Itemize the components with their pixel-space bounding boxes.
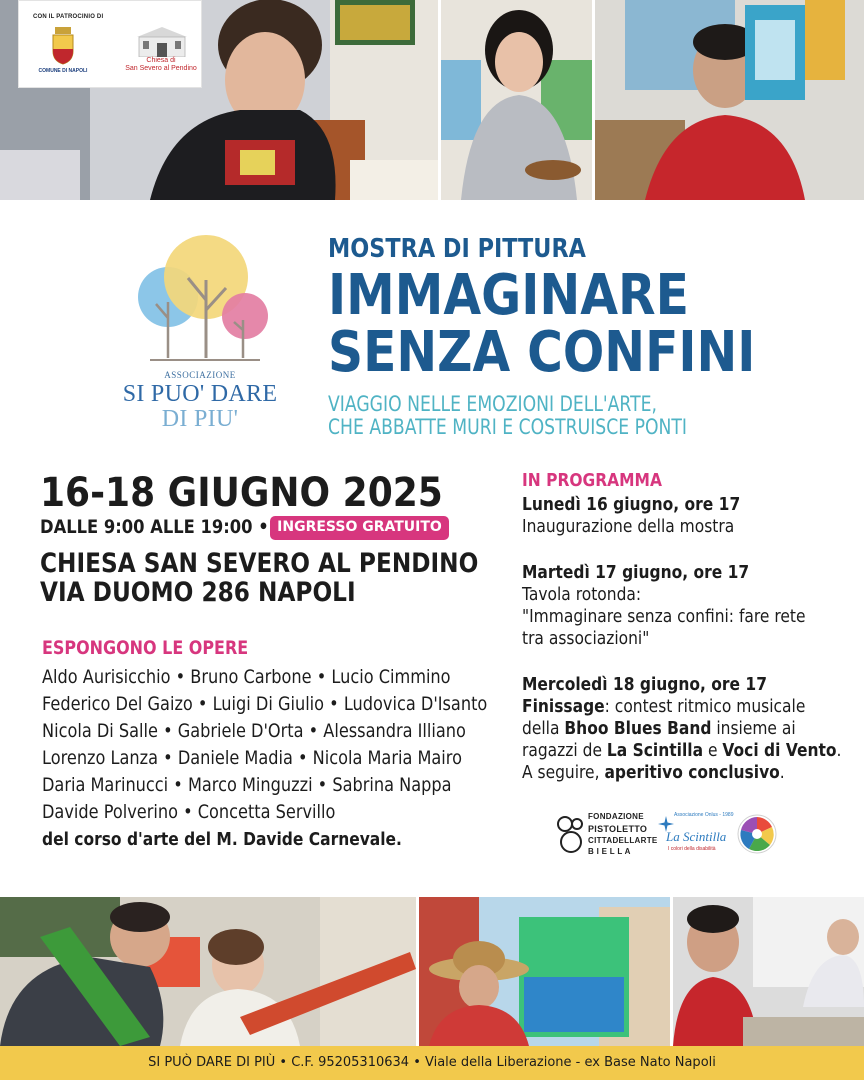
event-hours: DALLE 9:00 ALLE 19:00 • <box>40 516 269 538</box>
artists-heading: ESPONGONO LE OPERE <box>42 637 249 659</box>
event-subtitle-line1: VIAGGIO NELLE EMOZIONI DELL'ARTE, <box>328 392 658 416</box>
program-day2-line3: tra associazioni" <box>522 628 650 649</box>
footer-text: SI PUÒ DARE DI PIÙ • C.F. 95205310634 • Viale della Liberazione - ex Base Nato Napoli <box>148 1055 716 1070</box>
artist-line: Davide Polverino • Concetta Servillo <box>42 801 336 823</box>
sponsor-label: CON IL PATROCINIO DI <box>33 14 104 20</box>
program-heading: IN PROGRAMMA <box>522 470 662 491</box>
logo-name-line1: SI PUO' DARE <box>122 381 278 407</box>
program-day1-text: Inaugurazione della mostra <box>522 516 735 537</box>
event-date: 16-18 GIUGNO 2025 <box>40 470 443 516</box>
bottom-photo-wood-craft <box>0 897 416 1046</box>
venue-line1: CHIESA SAN SEVERO AL PENDINO <box>40 548 479 579</box>
event-title-line1: IMMAGINARE <box>328 263 690 328</box>
artist-line: Daria Marinucci • Marco Minguzzi • Sabrina Nappa <box>42 774 452 796</box>
logo-association-label: ASSOCIAZIONE <box>164 370 236 380</box>
program-day3-line1: Finissage: contest ritmico musicale <box>522 696 806 717</box>
program-day3-title: Mercoledì 18 giugno, ore 17 <box>522 674 767 695</box>
venue-line2: VIA DUOMO 286 NAPOLI <box>40 577 356 608</box>
artist-line: Federico Del Gaizo • Luigi Di Giulio • Ludovica D'Isanto <box>42 693 488 715</box>
program-day3-line4: A seguire, aperitivo conclusivo. <box>522 762 785 783</box>
footer-bar <box>0 1046 864 1080</box>
program-day3-line2: della Bhoo Blues Band insieme ai <box>522 718 796 739</box>
chiesa-church-icon <box>129 23 195 57</box>
bottom-photo-outdoor-painting <box>419 897 670 1046</box>
pistoletto-symbol-icon <box>556 814 586 854</box>
comune-napoli-crest-icon <box>49 25 77 65</box>
event-title-line2: SENZA CONFINI <box>328 320 756 385</box>
program-day3-line3: ragazzi de La Scintilla e Voci di Vento. <box>522 740 842 761</box>
logo-name-line2: DI PIU' <box>161 406 239 432</box>
pistoletto-logo: FONDAZIONE PISTOLETTO CITTADELLARTE B I E L L A <box>556 810 652 858</box>
program-day2-title: Martedì 17 giugno, ore 17 <box>522 562 750 583</box>
la-scintilla-logo: Associazione Onlus - 1989 La Scintilla I colori della disabilità <box>656 810 734 858</box>
comune-napoli-label: COMUNE DI NAPOLI <box>38 68 88 74</box>
program-day2-line1: Tavola rotonda: <box>522 584 642 605</box>
top-photo-boy-painting <box>595 0 864 200</box>
bottom-photo-workshop <box>673 897 864 1046</box>
chiesa-label: Chiesa di San Severo al Pendino <box>125 57 197 72</box>
artist-line: Lorenzo Lanza • Daniele Madia • Nicola Maria Mairo <box>42 747 462 769</box>
sponsor-box <box>18 0 202 88</box>
event-subtitle-line2: CHE ABBATTE MURI E COSTRUISCE PONTI <box>328 415 688 439</box>
program-day1-title: Lunedì 16 giugno, ore 17 <box>522 494 741 515</box>
artist-line: Nicola Di Salle • Gabriele D'Orta • Alessandra Illiano <box>42 720 466 742</box>
free-entry-badge-label: INGRESSO GRATUITO <box>277 519 442 535</box>
association-tree-logo-icon <box>130 230 270 366</box>
free-entry-badge <box>270 516 449 540</box>
event-kicker: MOSTRA DI PITTURA <box>328 234 586 264</box>
top-photo-girl-drum <box>441 0 592 200</box>
program-day2-line2: "Immaginare senza confini: fare rete <box>522 606 806 627</box>
art-course-credit: del corso d'arte del M. Davide Carnevale. <box>42 829 402 850</box>
artist-line: Aldo Aurisicchio • Bruno Carbone • Lucio Cimmino <box>42 666 451 688</box>
voci-di-vento-logo-icon <box>737 814 777 854</box>
